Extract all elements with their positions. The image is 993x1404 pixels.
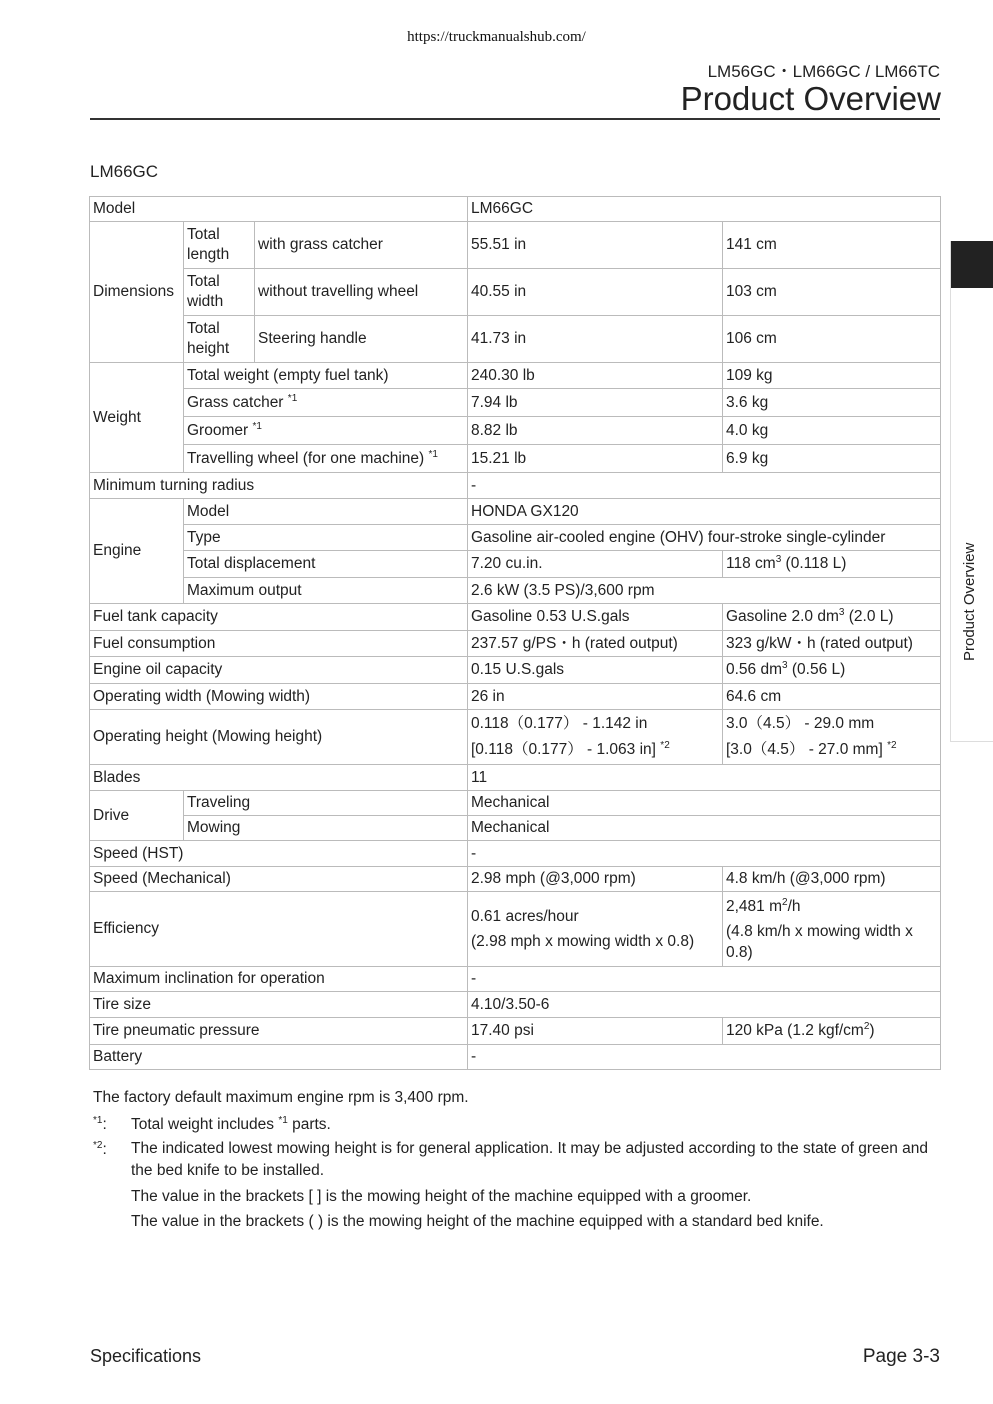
row-label: Type <box>184 525 468 551</box>
metric-value: 64.6 cm <box>723 684 941 710</box>
table-row <box>90 967 941 992</box>
row-label: Speed (Mechanical) <box>90 867 468 892</box>
row-label: Mowing <box>184 816 468 841</box>
footer-page-number: Page 3-3 <box>862 1346 940 1367</box>
imperial-value: 8.82 lb <box>468 417 723 445</box>
metric-value: 323 g/kW・h (rated output) <box>723 631 941 657</box>
row-value: - <box>468 1045 941 1070</box>
model-series: LM56GC・LM66GC / LM66TC <box>707 62 940 81</box>
metric-value: 109 kg <box>723 363 941 389</box>
row-label: Model <box>90 197 468 222</box>
metric-value: 106 cm <box>723 316 941 363</box>
row-label: Total width <box>184 269 255 316</box>
page-title: Product Overview <box>680 80 941 117</box>
row-label: Fuel consumption <box>90 631 468 657</box>
row-label: Tire size <box>90 992 468 1018</box>
row-label: Total weight (empty fuel tank) <box>184 363 468 389</box>
metric-value: 3.6 kg <box>723 389 941 417</box>
header-rule <box>90 118 940 120</box>
row-label: Total length <box>184 222 255 269</box>
footnote-1: $^{*1}$: Total weight includes $^{*1}$ parts. <box>93 1113 933 1136</box>
row-value: Mechanical <box>468 791 941 816</box>
table-row <box>90 499 941 525</box>
metric-value: 2,481 $m^2/h$ (4.8 km/h x mowing width x 0.8) <box>723 892 941 967</box>
table-row <box>90 551 941 578</box>
table-row <box>90 525 941 551</box>
metric-value: 0.56 $dm^3$ (0.56 L) <box>723 657 941 684</box>
group-label: Drive <box>90 791 184 841</box>
imperial-value: 0.118（0.177） - 1.142 in [0.118（0.177） - 1.063 in] $^{*2}$ <box>468 710 723 765</box>
row-value: 2.6 kW (3.5 PS)/3,600 rpm <box>468 578 941 604</box>
row-label: Traveling <box>184 791 468 816</box>
row-label: Battery <box>90 1045 468 1070</box>
notes <box>93 1086 933 1233</box>
row-label: Maximum inclination for operation <box>90 967 468 992</box>
table-row <box>90 269 941 316</box>
metric-value: 120 kPa (1.2 kgf/$cm^2$) <box>723 1018 941 1045</box>
row-label: Speed (HST) <box>90 841 468 867</box>
table-row <box>90 363 941 389</box>
metric-value: 118 $cm^3$ (0.118 L) <box>723 551 941 578</box>
imperial-value: 0.15 U.S.gals <box>468 657 723 684</box>
table-row <box>90 473 941 499</box>
section-subtitle: LM66GC <box>90 162 159 181</box>
source-url: https://truckmanualshub.com/ <box>407 29 586 45</box>
table-row <box>90 710 941 765</box>
row-label: Minimum turning radius <box>90 473 468 499</box>
row-value: - <box>468 473 941 499</box>
row-condition: without travelling wheel <box>255 269 468 316</box>
footnote-2: $^{*2}$: The indicated lowest mowing height is for general application. It may be adjusted according to the state of green and the bed knife to be installed. The value in the brackets [ ] is the mowing height of the machine equipped with a groomer. The value in the brackets ( ) is the mowing height of the machine equipped with a standard bed knife. <box>93 1140 929 1230</box>
imperial-value: 17.40 psi <box>468 1018 723 1045</box>
metric-value: 141 cm <box>723 222 941 269</box>
imperial-value: 7.20 cu.in. <box>468 551 723 578</box>
imperial-value: 26 in <box>468 684 723 710</box>
metric-value: Gasoline 2.0 $dm^3$ (2.0 L) <box>723 604 941 631</box>
table-row <box>90 1018 941 1045</box>
table-row <box>90 604 941 631</box>
table-row <box>90 657 941 684</box>
imperial-value: 15.21 lb <box>468 445 723 473</box>
row-value: - <box>468 967 941 992</box>
table-row <box>90 445 941 473</box>
row-value: 4.10/3.50-6 <box>468 992 941 1018</box>
imperial-value: 40.55 in <box>468 269 723 316</box>
metric-value: 4.8 km/h (@3,000 rpm) <box>723 867 941 892</box>
table-row <box>90 992 941 1018</box>
side-tab-marker <box>951 241 993 288</box>
imperial-value: 7.94 lb <box>468 389 723 417</box>
row-label: Total height <box>184 316 255 363</box>
table-row <box>90 791 941 816</box>
default-rpm-note: The factory default maximum engine rpm is 3,400 rpm. <box>93 1089 469 1106</box>
imperial-value: 240.30 lb <box>468 363 723 389</box>
group-label: Dimensions <box>90 222 184 363</box>
table-row <box>90 1045 941 1070</box>
row-value: LM66GC <box>468 197 941 222</box>
table-row <box>90 197 941 222</box>
row-value: 11 <box>468 765 941 791</box>
footer-section-name: Specifications <box>90 1346 202 1366</box>
row-value: HONDA GX120 <box>468 499 941 525</box>
table-row <box>90 816 941 841</box>
row-label: Blades <box>90 765 468 791</box>
table-row <box>90 841 941 867</box>
row-label: Fuel tank capacity <box>90 604 468 631</box>
metric-value: 3.0（4.5） - 29.0 mm [3.0（4.5） - 27.0 mm] $^{*2}$ <box>723 710 941 765</box>
table-row <box>90 389 941 417</box>
imperial-value: 41.73 in <box>468 316 723 363</box>
side-tab <box>950 241 993 742</box>
group-label: Engine <box>90 499 184 604</box>
row-label: Travelling wheel (for one machine) $^{*1}$ <box>184 445 468 473</box>
footnote-2-mark: $^{*2}$: <box>93 1140 107 1158</box>
footnote-1-mark: $^{*1}$: <box>93 1115 107 1133</box>
table-row <box>90 316 941 363</box>
table-row <box>90 631 941 657</box>
row-condition: with grass catcher <box>255 222 468 269</box>
table-row <box>90 684 941 710</box>
table-row <box>90 867 941 892</box>
row-label: Operating width (Mowing width) <box>90 684 468 710</box>
row-label: Grass catcher $^{*1}$ <box>184 389 468 417</box>
metric-value: 4.0 kg <box>723 417 941 445</box>
metric-value: 103 cm <box>723 269 941 316</box>
metric-value: 6.9 kg <box>723 445 941 473</box>
row-label: Operating height (Mowing height) <box>90 710 468 765</box>
row-value: Mechanical <box>468 816 941 841</box>
imperial-value: 0.61 acres/hour (2.98 mph x mowing width x 0.8) <box>468 892 723 967</box>
row-value: Gasoline air-cooled engine (OHV) four-stroke single-cylinder <box>468 525 941 551</box>
table-row <box>90 892 941 967</box>
row-value: - <box>468 841 941 867</box>
row-condition: Steering handle <box>255 316 468 363</box>
row-label: Tire pneumatic pressure <box>90 1018 468 1045</box>
side-tab-label: Product Overview <box>961 542 978 661</box>
spec-table <box>89 196 941 1070</box>
table-row <box>90 578 941 604</box>
imperial-value: 55.51 in <box>468 222 723 269</box>
table-row <box>90 765 941 791</box>
group-label: Weight <box>90 363 184 473</box>
row-label: Total displacement <box>184 551 468 578</box>
imperial-value: 237.57 g/PS・h (rated output) <box>468 631 723 657</box>
table-row <box>90 222 941 269</box>
imperial-value: Gasoline 0.53 U.S.gals <box>468 604 723 631</box>
row-label: Engine oil capacity <box>90 657 468 684</box>
table-row <box>90 417 941 445</box>
row-label: Model <box>184 499 468 525</box>
imperial-value: 2.98 mph (@3,000 rpm) <box>468 867 723 892</box>
row-label: Groomer $^{*1}$ <box>184 417 468 445</box>
row-label: Maximum output <box>184 578 468 604</box>
row-label: Efficiency <box>90 892 468 967</box>
